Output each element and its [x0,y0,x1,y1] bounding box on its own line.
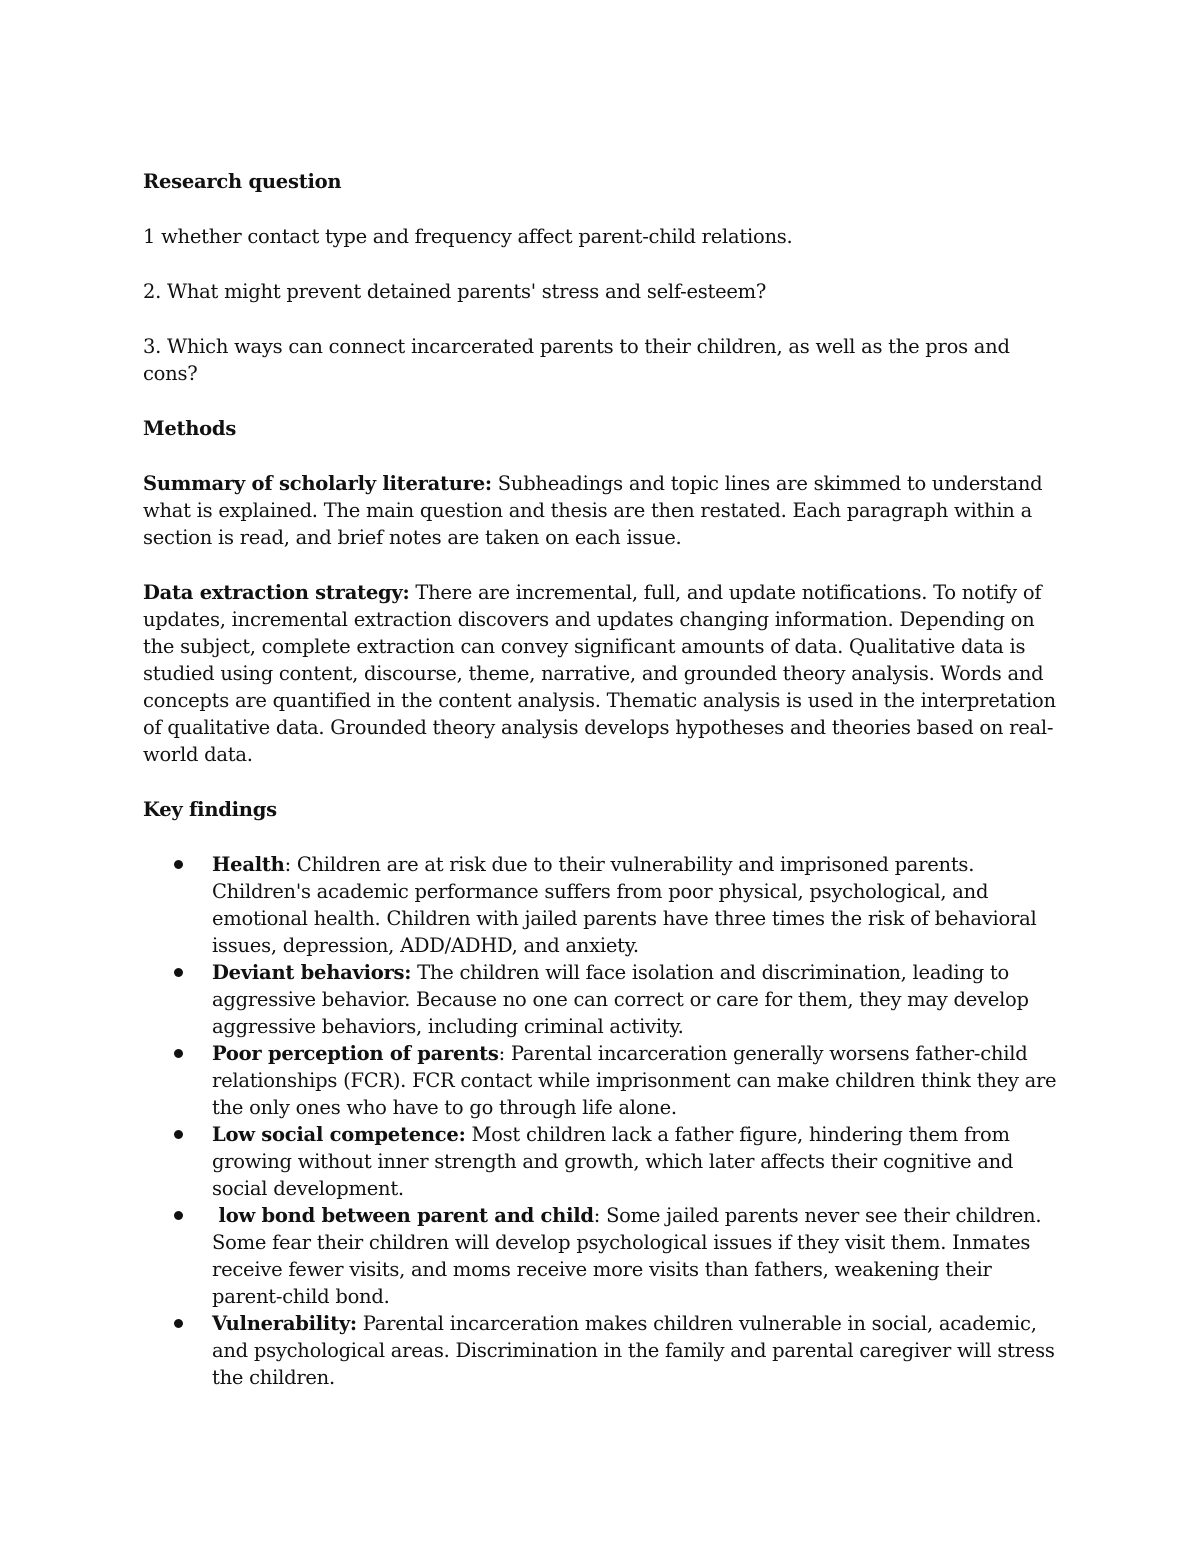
list-item [143,959,1063,1040]
extraction-text: There are incremental, full, and update notifications. To notify of updates, incremental extraction discovers and updates changing information. Depending on the subject, complete extraction can convey significant amounts of data. Qualitative data is studied using content, discourse, theme, narrative, and grounded theory analysis. Words and concepts are quantified in the content analysis. Thematic analysis is used in the interpretation of qualitative data. Grounded theory analysis develops hypotheses and theories based on real-world data. [143,581,1056,766]
bullet-icon [174,860,183,869]
list-item [143,1040,1063,1121]
finding-text: The children will face isolation and discrimination, leading to aggressive behavior. Because no one can correct or care for them, they may develop aggressive behaviors, including criminal activity. [212,961,1029,1038]
research-question-3: 3. Which ways can connect incarcerated parents to their children, as well as the pros and cons? [143,335,1010,385]
finding-label: Poor perception of parents [212,1042,499,1065]
summary-text: Subheadings and topic lines are skimmed to understand what is explained. The main question and thesis are then restated. Each paragraph within a section is read, and brief notes are taken on each issue. [143,472,1043,549]
research-question-heading: Research question [143,170,342,193]
finding-label: Health [212,853,285,876]
bullet-icon [174,1211,183,1220]
finding-label: low bond between parent and child [212,1204,594,1227]
extraction-label: Data extraction strategy: [143,581,410,604]
list-item [143,1121,1063,1202]
research-question-2: 2. What might prevent detained parents' stress and self-esteem? [143,280,767,303]
finding-label: Vulnerability: [212,1312,357,1335]
list-item [143,851,1063,959]
finding-text: : Children are at risk due to their vulnerability and imprisoned parents. Children's academic performance suffers from poor physical, psychological, and emotional health. Children with jailed parents have three times the risk of behavioral issues, depression, ADD/ADHD, and anxiety. [212,853,1037,957]
list-item [143,1202,1063,1310]
methods-heading: Methods [143,417,237,440]
summary-label: Summary of scholarly literature: [143,472,492,495]
document-page [143,168,1063,1391]
bullet-icon [174,1319,183,1328]
list-item [143,1310,1063,1391]
bullet-icon [174,1049,183,1058]
finding-text: Parental incarceration makes children vulnerable in social, academic, and psychological areas. Discrimination in the family and parental caregiver will stress the children. [212,1312,1055,1389]
finding-text: Most children lack a father figure, hindering them from growing without inner strength and growth, which later affects their cognitive and social development. [212,1123,1014,1200]
extraction-paragraph [143,579,1063,768]
bullet-icon [174,968,183,977]
finding-text: : Some jailed parents never see their children. Some fear their children will develop psychological issues if they visit them. Inmates receive fewer visits, and moms receive more visits than fathers, weakening their parent-child bond. [212,1204,1042,1308]
key-findings-list [143,851,1063,1391]
finding-label: Deviant behaviors: [212,961,412,984]
key-findings-heading: Key findings [143,798,277,821]
summary-paragraph [143,470,1063,551]
finding-label: Low social competence: [212,1123,466,1146]
finding-text: : Parental incarceration generally worsens father-child relationships (FCR). FCR contact while imprisonment can make children think they are the only ones who have to go through life alone. [212,1042,1057,1119]
bullet-icon [174,1130,183,1139]
research-question-1: 1 whether contact type and frequency affect parent-child relations. [143,225,793,248]
